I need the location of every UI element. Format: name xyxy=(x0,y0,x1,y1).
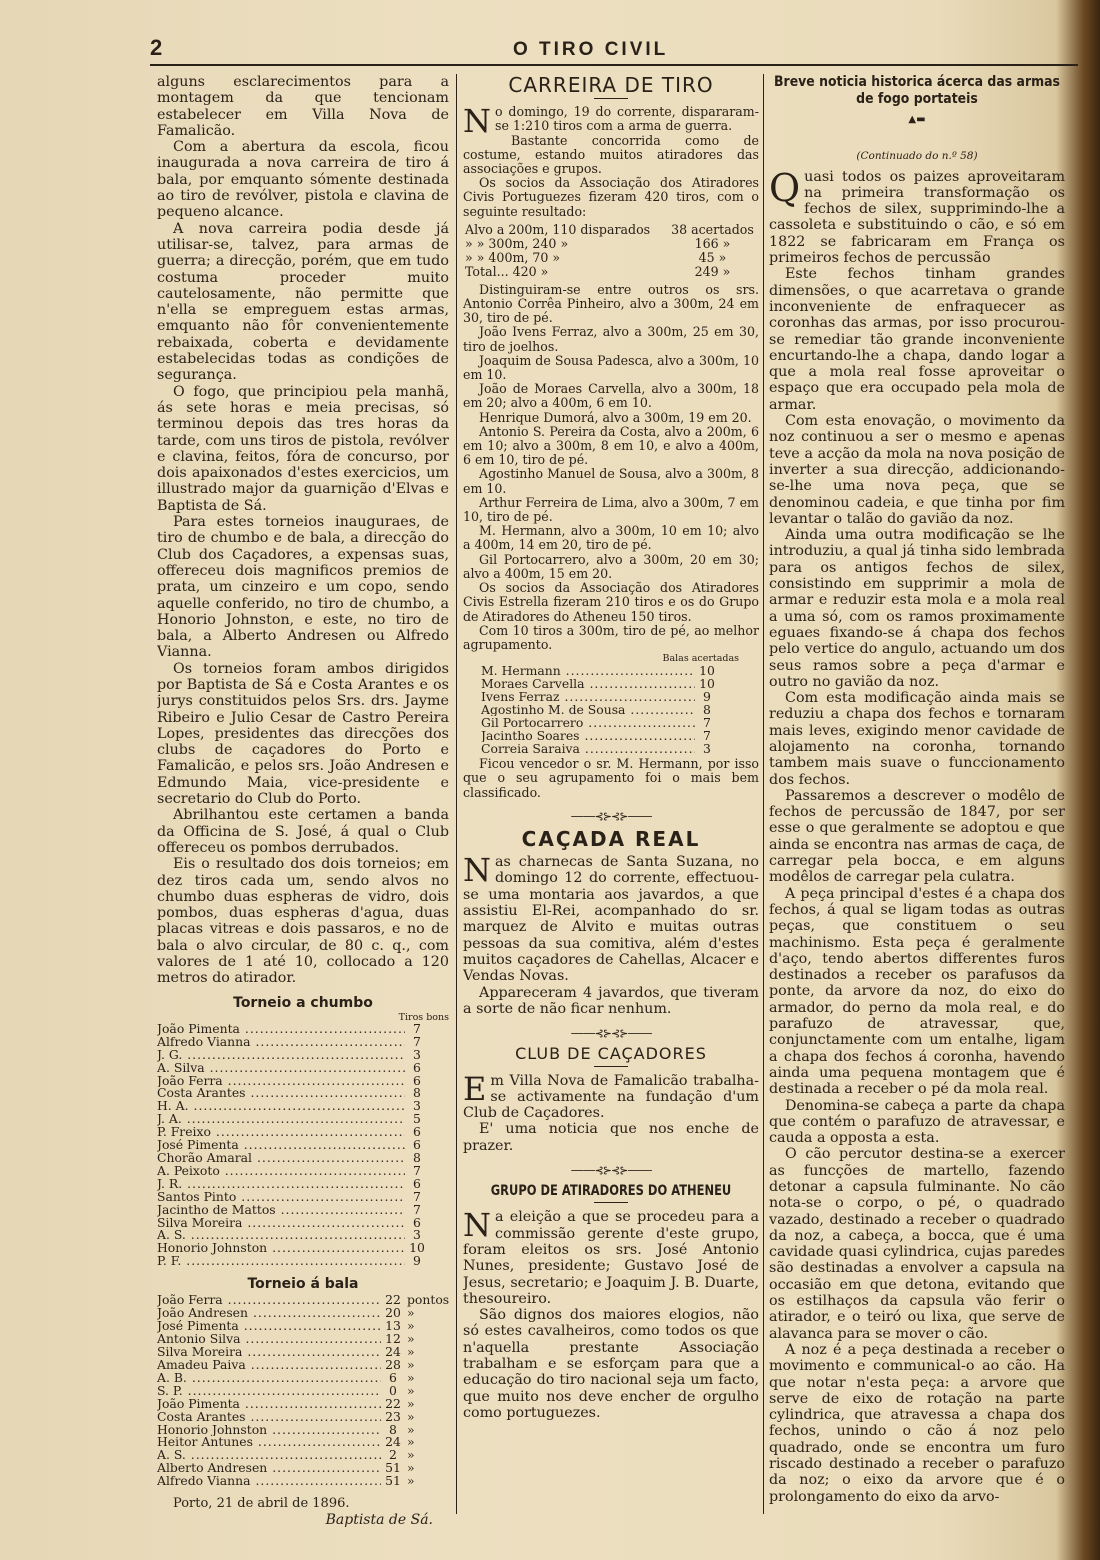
shooter-name: Heitor Antunes ..... xyxy=(157,1436,381,1449)
score-value: 7 xyxy=(413,1020,421,1036)
result-row xyxy=(157,1033,449,1049)
shooter-name: Moraes Carvella ..... xyxy=(481,677,695,690)
paragraph xyxy=(769,165,1065,267)
paragraph: Os socios da Associação dos Atiradores Civis Estrella fizeram 210 tiros e os do Grupo de Atiradores do Atheneu 150 tiros. xyxy=(463,580,759,624)
table-row xyxy=(463,223,759,237)
score-value: 6 xyxy=(413,1124,421,1140)
paragraph: João Ivens Ferraz, alvo a 300m, 25 em 30, tiro de joelhos. xyxy=(463,324,759,354)
result-row xyxy=(157,1320,449,1333)
score-unit: » xyxy=(407,1408,415,1424)
paragraph-text: uasi todos os paizes aproveitaram na primeira transformação os fechos de silex, supprimindo-lhe a cassoleta e substituindo o cão, e só em 1822 se fabricaram em França os primeiros fechos de percussão xyxy=(769,168,1065,267)
short-rule xyxy=(594,1066,628,1067)
shooter-name: A. Peixoto ..... xyxy=(157,1165,405,1178)
result-row xyxy=(157,1139,449,1152)
shooter-name: Alfredo Vianna ..... xyxy=(157,1475,381,1488)
section-title-carreira: CARREIRA DE TIRO xyxy=(508,74,714,97)
shooter-name: Silva Moreira ..... xyxy=(157,1217,405,1230)
result-row xyxy=(157,1462,449,1475)
ornament-divider: ——⊰⊱⊰⊱—— xyxy=(570,808,652,824)
shooter-name: Antonio Silva ..... xyxy=(157,1333,381,1346)
table-row xyxy=(463,237,759,251)
paragraph: Os torneios foram ambos dirigidos por Baptista de Sá e Costa Arantes e os jurys constituidos pelos Srs. drs. Jayme Ribeiro e Julio Cesar de Castro Pereira Lopes, presidentes das direcções dos clubs de caçadores do Porto e Famalicão, e pelos srs. João Andresen e Edmundo Maia, vice-presidente e secretario do Club do Porto. xyxy=(157,660,449,808)
continued-note: (Continuado do n.º 58) xyxy=(856,150,978,163)
shooter-name: João Pimenta ..... xyxy=(157,1023,405,1036)
table-cell: 249 » xyxy=(694,263,731,279)
shooter-name: José Pimenta ..... xyxy=(157,1320,381,1333)
score-unit: » xyxy=(407,1473,415,1489)
score-value: 22 xyxy=(385,1395,401,1411)
column-label-balas: Balas acertadas xyxy=(662,653,739,665)
result-row xyxy=(157,1072,449,1088)
result-row xyxy=(157,1449,449,1462)
paragraph: Joaquim de Sousa Padesca, alvo a 300m, 10 em 10. xyxy=(463,352,759,383)
result-row xyxy=(157,1408,449,1424)
score-value: 0 xyxy=(389,1382,397,1398)
score-value: 2 xyxy=(389,1447,397,1463)
score-value: 3 xyxy=(413,1227,421,1243)
paragraph: Gil Portocarrero, alvo a 300m, 20 em 30; alvo a 400m, 15 em 20. xyxy=(463,551,759,581)
paragraph: A peça principal d'estes é a chapa dos fechos, á qual se ligam todas as outras peças, que constituem o seu machinismo. Esta peça é geralmente d'aço, tendo abertos differentes furos destinados a receber os parafusos da ponte, da arvore da noz, do eixo do armador, do perno da mola real, e do parafuzo de atravessar, que, conjunctamente com um entalhe, ligam a chapa dos fechos á coronha, havendo ainda uma pequena montagem que é destinada a receber o pé da mola real. xyxy=(769,885,1065,1098)
paragraph: Eis o resultado dos dois torneios; em dez tiros cada um, sendo alvos no chumbo duas espheras de vidro, dois pombos, duas espheras d'agua, duas placas vitreas e dois passaros, e no de bala o alvo circular, de 80 c. q., com valores de 1 até 10, collocado a 120 metros do atirador. xyxy=(157,856,449,987)
shooter-name: Costa Arantes ..... xyxy=(157,1411,381,1424)
result-row xyxy=(481,703,739,716)
table-cell: 166 » xyxy=(694,235,731,251)
paragraph xyxy=(463,851,759,985)
table-row xyxy=(463,251,759,265)
shooter-name: M. Hermann ..... xyxy=(481,664,695,677)
paragraph xyxy=(463,1206,759,1307)
grouping-table xyxy=(481,654,739,755)
drop-cap: N xyxy=(463,851,491,890)
paragraph: Henrique Dumorá, alvo a 300m, 19 em 20. xyxy=(479,409,752,425)
paragraph: Os socios da Associação dos Atiradores Civis Portuguezes fizeram 420 tiros, com o seguinte resultado: xyxy=(463,175,759,219)
section-title-breve: Breve noticia historica ácerca das armas de fogo portateis xyxy=(774,74,1060,107)
score-unit: » xyxy=(407,1356,415,1372)
result-row xyxy=(157,1346,449,1359)
result-row xyxy=(157,1059,449,1075)
paragraph: Antonio S. Pereira da Costa, alvo a 200m, 6 em 10; alvo a 300m, 8 em 10, e alvo a 400m, 6 em 10, tiro de pé. xyxy=(463,423,759,468)
shooter-name: Santos Pinto ..... xyxy=(157,1191,405,1204)
section-heading-bala: Torneio á bala xyxy=(247,1276,359,1293)
paragraph: Abrilhantou este certamen a banda da Officina de S. José, á qual o Club offereceu os pombos derrubados. xyxy=(157,807,449,856)
paragraph: Com 10 tiros a 300m, tiro de pé, ao melhor agrupamento. xyxy=(463,622,759,652)
paragraph xyxy=(463,102,759,141)
ornament-divider: ——⊰⊱⊰⊱—— xyxy=(570,1026,652,1042)
shooter-name: Ivens Ferraz ..... xyxy=(481,690,695,703)
score-value: 3 xyxy=(413,1098,421,1114)
result-row xyxy=(157,1113,449,1126)
results-list-chumbo xyxy=(157,1020,449,1269)
section-title-club: CLUB DE CAÇADORES xyxy=(515,1044,707,1064)
paragraph xyxy=(463,1069,759,1122)
paragraph-text: as charnecas de Santa Suzana, no domingo 12 do corrente, effectuou-se uma montaria aos javardos, a que assistiu El-Rei, acompanhado do sr. marquez de Alvito e muitas outras pessoas da sua comitiva, além d'estes muitos caçadores de Cahellas, Alcacer e Vendas Novas. xyxy=(463,854,759,985)
result-row xyxy=(481,729,739,742)
page-number: 2 xyxy=(150,35,164,60)
score-unit: » xyxy=(407,1421,415,1437)
drop-cap: E xyxy=(463,1069,487,1108)
shooter-name: João Andresen ..... xyxy=(157,1307,381,1320)
result-row xyxy=(157,1333,449,1346)
result-row xyxy=(157,1046,449,1062)
score-value: 3 xyxy=(703,741,711,757)
shooter-name: João Ferra ..... xyxy=(157,1294,381,1307)
paragraph: O fogo, que principiou pela manhã, ás sete horas e meia precisas, só terminou depois das tres horas da tarde, com uns tiros de pistola, revólver e clavina, feitos, fóra de concurso, por dois apaixonados d'estes exercicios, um illustrado major da guarnição d'Elvas e Baptista de Sá. xyxy=(157,383,449,514)
result-row xyxy=(157,1395,449,1411)
shooting-results-table xyxy=(463,223,759,279)
section-title-cacada: CAÇADA REAL xyxy=(521,826,701,851)
score-value: 6 xyxy=(413,1175,421,1191)
paragraph: Ficou vencedor o sr. M. Hermann, por isso que o seu agrupamento foi o mais bem classificado. xyxy=(463,756,759,800)
result-row xyxy=(157,1307,449,1320)
score-unit: » xyxy=(407,1460,415,1476)
score-unit: » xyxy=(407,1318,415,1334)
shooter-name: A. Silva ..... xyxy=(157,1062,405,1075)
shooter-name: P. F. ..... xyxy=(157,1255,405,1268)
paragraph: Appareceram 4 javardos, que tiveram a sorte de não ficar nenhum. xyxy=(463,984,759,1017)
section-title-grupo: GRUPO DE ATIRADORES DO ATHENEU xyxy=(490,1183,732,1200)
carreira-paragraphs xyxy=(463,283,759,652)
column-divider-1 xyxy=(456,74,457,1514)
score-value: 23 xyxy=(385,1408,401,1424)
result-row xyxy=(157,1020,449,1036)
score-value: 5 xyxy=(413,1111,421,1127)
result-row xyxy=(157,1149,449,1165)
paragraph-text: m Villa Nova de Famalicão trabalha-se activamente na fundação d'um Club de Caçadores. xyxy=(463,1072,759,1122)
column-label-tiros-bons: Tiros bons xyxy=(398,1011,449,1023)
score-unit: » xyxy=(407,1434,415,1450)
score-value: 8 xyxy=(413,1085,421,1101)
score-value: 7 xyxy=(703,715,711,731)
score-value: 9 xyxy=(703,689,711,705)
table-row xyxy=(463,265,759,279)
result-row xyxy=(157,1100,449,1113)
score-unit: pontos xyxy=(407,1292,449,1308)
table-cell: Total... 420 » xyxy=(465,263,549,279)
result-row xyxy=(157,1201,449,1217)
score-unit: » xyxy=(407,1344,415,1360)
result-row xyxy=(157,1475,449,1488)
results-list-bala xyxy=(157,1294,449,1488)
paragraph: Este fechos tinham grandes dimensões, o que acarretava o grande inconveniente de enfraquecer as coronhas das armas, por isso procurou-se remediar tão grande inconveniente encurtando-lhe a chapa, dando logar a que a mola real fosse aproveitar o espaço que era occupado pela mola de armar. xyxy=(769,266,1065,413)
shooter-name: Alberto Andresen ..... xyxy=(157,1462,381,1475)
score-value: 6 xyxy=(413,1137,421,1153)
result-row xyxy=(157,1421,449,1437)
column-2 xyxy=(463,74,759,1544)
result-row xyxy=(157,1126,449,1139)
column-1 xyxy=(157,74,449,1544)
paragraph: Com esta enovação, o movimento da noz continuou a ser o mesmo e apenas teve a acção da mola na nova posição de inverter a sua direcção, addicionando-se-lhe uma nova peça, que se denominou cadeia, e que tinha por fim levantar o talão do gavião da noz. xyxy=(769,413,1065,527)
column-3 xyxy=(769,74,1065,1544)
shooter-name: Honorio Johnston ..... xyxy=(157,1242,405,1255)
ornament-divider: ——⊰⊱⊰⊱—— xyxy=(570,1162,652,1178)
score-value: 8 xyxy=(703,702,711,718)
score-value: 10 xyxy=(699,676,715,692)
short-rule xyxy=(594,1202,628,1203)
paragraph: A noz é a peça destinada a receber o movimento e communical-o ao cão. Ha que notar n'esta peça: a arvore que serve de eixo de rotação na parte cylindrica, que atravessa a chapa dos fechos, unindo o cão á noz pelo quadrado, onde se encontra um furo riscado destinado a receber o parafuzo da noz; o eixo da arvore que é o prolongamento do eixo da arvo- xyxy=(769,1341,1065,1505)
result-row xyxy=(157,1087,449,1100)
paragraph-text: o domingo, 19 do corrente, dispararam-se 1:210 tiros com a arma de guerra. xyxy=(495,104,759,134)
shooter-name: José Pimenta ..... xyxy=(157,1139,405,1152)
result-row xyxy=(157,1369,449,1385)
score-unit: » xyxy=(407,1395,415,1411)
paragraph: Com a abertura da escola, ficou inaugurada a nova carreira de tiro á bala, por emquanto sómente destinada ao tiro de revólver, pistola e clavina de pequeno alcance. xyxy=(157,139,449,221)
shooter-name: Gil Portocarrero ..... xyxy=(481,716,695,729)
table-cell: 38 acertados xyxy=(671,221,754,237)
score-value: 8 xyxy=(413,1149,421,1165)
score-value: 22 xyxy=(385,1292,401,1308)
paragraph: Arthur Ferreira de Lima, alvo a 300m, 7 em 10, tiro de pé. xyxy=(463,494,759,525)
score-value: 6 xyxy=(413,1059,421,1075)
result-row xyxy=(157,1229,449,1242)
result-row xyxy=(481,677,739,690)
result-row xyxy=(157,1188,449,1204)
result-row xyxy=(157,1175,449,1191)
paragraph: Denomina-se cabeça a parte da chapa que contém o parafuzo de atravessar, e cauda a opposta a esta. xyxy=(769,1097,1065,1147)
score-value: 10 xyxy=(699,663,715,679)
paragraph: Ainda uma outra modificação se lhe introduziu, a qual já tinha sido lembrada para os antigos fechos de silex, consistindo em supprimir a mola de armar e reduzir esta mola e a mola real a uma só, com os ramos proximamente eguaes fixando-se á chapa dos fechos pelo vertice do angulo, actuando um dos seus ramos sobre a peça d'armar e outro no gavião da noz. xyxy=(769,527,1065,690)
paragraph: Agostinho Manuel de Sousa, alvo a 300m, 8 em 10. xyxy=(463,466,759,496)
paragraph: O cão percutor destina-se a exercer as funcções de martello, fazendo detonar a capsula fulminante. No cão nota-se o corpo, o pé, o quadrado vazado, destinado a receber o quadrado da noz, a cabeça, a bocca, que é uma cavidade quasi cylindrica, cujas paredes são destinadas a envolver a capsula na occasião em que detona, evitando que os estilhaços da capsula vão ferir o atirador, e o teiró ou lixa, que serve de alavanca para se mover o cão. xyxy=(769,1146,1065,1342)
signature: Baptista de Sá. xyxy=(325,1512,433,1529)
shooter-name: J. G. ..... xyxy=(157,1049,405,1062)
date-line: Porto, 21 de abril de 1896. xyxy=(173,1496,350,1512)
score-unit: » xyxy=(407,1382,415,1398)
paragraph: Distinguiram-se entre outros os srs. Antonio Corrêa Pinheiro, alvo a 300m, 24 em 30, tiro de pé. xyxy=(463,281,759,326)
score-value: 20 xyxy=(385,1305,401,1321)
score-value: 24 xyxy=(385,1434,401,1450)
score-unit: » xyxy=(407,1331,415,1347)
shooter-name: Jacintho de Mattos ..... xyxy=(157,1204,405,1217)
shooter-name: Agostinho M. de Sousa ..... xyxy=(481,703,695,716)
section-heading-chumbo: Torneio a chumbo xyxy=(233,994,373,1011)
score-value: 12 xyxy=(385,1331,401,1347)
result-row xyxy=(481,716,739,729)
column-divider-2 xyxy=(763,74,764,1514)
score-unit: » xyxy=(407,1447,415,1463)
paragraph: João de Moraes Carvella, alvo a 300m, 18 em 20; alvo a 400m, 6 em 10. xyxy=(463,381,759,411)
ornament-divider: ▲▬ xyxy=(908,114,926,125)
short-rule xyxy=(594,98,628,99)
result-row xyxy=(157,1294,449,1307)
score-value: 7 xyxy=(413,1162,421,1178)
paragraph-text: a eleição a que se procedeu para a commissão gerente d'este grupo, foram eleitos os srs. José Antonio Nunes, presidente; Gustavo José de Jesus, secretario; e Joaquim J. B. Duarte, thesoureiro. xyxy=(463,1209,759,1307)
shooter-name: A. B. ..... xyxy=(157,1372,381,1385)
result-row xyxy=(157,1162,449,1178)
drop-cap: N xyxy=(463,102,491,141)
score-value: 7 xyxy=(413,1201,421,1217)
score-value: 6 xyxy=(389,1369,397,1385)
score-unit: » xyxy=(407,1305,415,1321)
shooter-name: João Pimenta ..... xyxy=(157,1398,381,1411)
shooter-name: Costa Arantes ..... xyxy=(157,1087,405,1100)
page-header xyxy=(150,36,1078,66)
result-row xyxy=(157,1242,449,1255)
shooter-name: Silva Moreira ..... xyxy=(157,1346,381,1359)
shooter-name: Alfredo Vianna ..... xyxy=(157,1036,405,1049)
shooter-name: Correia Saraiva ..... xyxy=(481,742,695,755)
shooter-name: Honorio Johnston ..... xyxy=(157,1424,381,1437)
shooter-name: S. P. ..... xyxy=(157,1385,381,1398)
drop-cap: Q xyxy=(769,165,801,210)
result-row xyxy=(157,1255,449,1268)
table-cell: » » 300m, 240 » xyxy=(465,235,569,251)
score-unit: » xyxy=(407,1369,415,1385)
shooter-name: Jacintho Soares ..... xyxy=(481,729,695,742)
paragraph: Passaremos a descrever o modêlo de fechos de percussão de 1847, por ser esse o que geralmente se adoptou e que ainda se encontra nas armas de caça, de carregar pela bocca, e em alguns modêlos de carregar pela culatra. xyxy=(769,787,1065,886)
paragraph: A nova carreira podia desde já utilisar-se, talvez, para armas de guerra; a direcção, porém, que em tudo costuma proceder muito cautelosamente, não permitte que n'ella se empreguem estas armas, emquanto não fôr convenientemente rebaixada, coberta e devidamente estabelecidas todas as condições de segurança. xyxy=(157,220,449,384)
shooter-name: Amadeu Paiva ..... xyxy=(157,1359,381,1372)
result-row xyxy=(481,690,739,703)
score-value: 6 xyxy=(413,1214,421,1230)
score-value: 7 xyxy=(703,728,711,744)
shooter-name: J. A. ..... xyxy=(157,1113,405,1126)
score-value: 28 xyxy=(385,1356,401,1372)
score-value: 10 xyxy=(409,1240,425,1256)
result-row xyxy=(157,1436,449,1449)
score-value: 9 xyxy=(413,1253,421,1269)
paragraph: alguns esclarecimentos para a montagem da que tencionam estabelecer em Villa Nova de Famalicão. xyxy=(157,74,449,139)
result-row xyxy=(157,1356,449,1372)
shooter-name: João Ferra ..... xyxy=(157,1075,405,1088)
shooter-name: A. S. ..... xyxy=(157,1229,405,1242)
article-paragraphs xyxy=(769,266,1065,1505)
paragraph: São dignos dos maiores elogios, não só estes cavalheiros, como todos os que n'aquella prestante Associação trabalham e se esforçam para que a educação do tiro nacional seja um facto, que muito nos deve encher de orgulho como portuguezes. xyxy=(463,1307,759,1421)
score-value: 24 xyxy=(385,1344,401,1360)
paragraph: Para estes torneios inauguraes, de tiro de chumbo e de bala, a direcção do Club dos Caçadores, a expensas suas, offereceu dois magnificos premios de prata, um cinzeiro e um copo, sendo aquelle conferido, no tiro de chumbo, a Honorio Johnston, e este, no tiro de bala, a Alberto Andresen ou Alfredo Vianna. xyxy=(157,514,449,661)
shooter-name: J. R. ..... xyxy=(157,1178,405,1191)
result-row xyxy=(157,1382,449,1398)
score-value: 3 xyxy=(413,1046,421,1062)
shooter-name: H. A. ..... xyxy=(157,1100,405,1113)
score-value: 8 xyxy=(389,1421,397,1437)
result-row xyxy=(481,742,739,755)
paragraph: Com esta modificação ainda mais se reduziu a chapa dos fechos e tornaram mais leves, exigindo menor cavidade de alojamento na coronha, tornando tambem mais suave o funccionamento dos fechos. xyxy=(769,690,1065,788)
paragraph: M. Hermann, alvo a 300m, 10 em 10; alvo a 400m, 14 em 20, tiro de pé. xyxy=(463,523,759,553)
table-cell: 45 » xyxy=(698,249,727,265)
score-value: 51 xyxy=(385,1460,401,1476)
score-value: 51 xyxy=(385,1473,401,1489)
grouping-list xyxy=(481,664,739,755)
newspaper-title: O TIRO CIVIL xyxy=(512,39,669,60)
shooter-name: A. S. ..... xyxy=(157,1449,381,1462)
table-cell: Alvo a 200m, 110 disparados xyxy=(465,221,651,237)
paragraph: E' uma noticia que nos enche de prazer. xyxy=(463,1121,759,1154)
shooter-name: Chorão Amaral ..... xyxy=(157,1152,405,1165)
paragraph: Bastante concorrida como de costume, estando muitos atiradores das associações e grupos. xyxy=(463,132,759,177)
table-cell: » » 400m, 70 » xyxy=(465,249,561,265)
score-value: 7 xyxy=(413,1033,421,1049)
shooter-name: P. Freixo ..... xyxy=(157,1126,405,1139)
score-value: 13 xyxy=(385,1318,401,1334)
score-value: 6 xyxy=(413,1072,421,1088)
score-value: 7 xyxy=(413,1188,421,1204)
result-row xyxy=(157,1214,449,1230)
drop-cap: N xyxy=(463,1206,491,1245)
